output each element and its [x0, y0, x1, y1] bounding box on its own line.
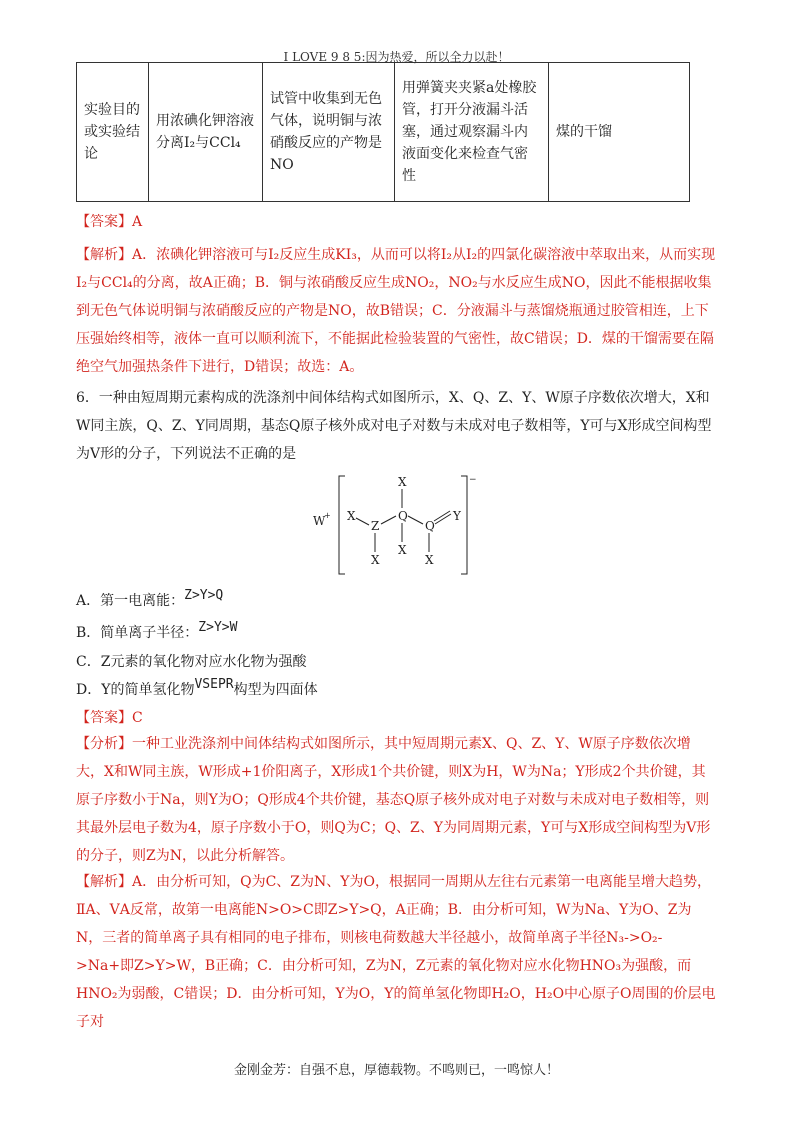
atom-label: X [398, 543, 407, 557]
option-d-formula: VSEPR [194, 677, 234, 692]
option-d [76, 679, 318, 699]
atom-label: Y [453, 509, 461, 523]
option-b-formula: Z>Y>W [198, 620, 238, 635]
option-a-formula: Z>Y>Q [184, 588, 224, 603]
table-cell: 煤的干馏 [549, 63, 690, 202]
cation-symbol: W [313, 514, 326, 528]
q6-answer: 【答案】C [76, 710, 143, 726]
atom-label: X [425, 553, 434, 567]
atom-label: X [398, 475, 407, 489]
atom-label: Z [371, 519, 380, 533]
table-cell: 用弹簧夹夹紧a处橡胶管，打开分液漏斗活塞，通过观察漏斗内液面变化来检查气密性 [395, 63, 549, 202]
page-header: I LOVE 9 8 5:因为热爱，所以全力以赴！ [283, 50, 510, 64]
option-b [76, 622, 237, 642]
option-d-pre: D．Y的简单氢化物 [76, 682, 195, 698]
structure-formula [305, 470, 495, 580]
q5-answer: 【答案】A [76, 214, 143, 230]
table-row-label: 实验目的或实验结论 [77, 63, 149, 202]
page-footer: 金刚金芳：自强不息，厚德载物。不鸣则已，一鸣惊人！ [233, 1063, 559, 1078]
q6-fenxi: 【分析】一种工业洗涤剂中间体结构式如图所示，其中短周期元素X、Q、Z、Y、W原子序数依次增大，X和W同主族，W形成+1价阳离子，X形成1个共价键，则X为H，W为Na；Y形成2个共价键，其原子序数小于Na，则Y为O；Q形成4个共价键，基态Q原子核外成对电子对数与未成对电子数相等，则其最外层电子数为4，原子序数小于O，则Q为C；Q、Z、Y为同周期元素，Y可与X形成空间构型为V形的分子，则Z为N，以此分析解答。 [76, 736, 711, 864]
cation-charge: + [324, 511, 331, 520]
atom-label: Q [398, 509, 408, 523]
atom-label: X [347, 509, 356, 523]
table-cell: 用浓碘化钾溶液分离I₂与CCl₄ [149, 63, 263, 202]
option-d-post: 构型为四面体 [233, 682, 318, 698]
option-a-text: A．第一电离能： [76, 593, 185, 609]
q5-analysis: 【解析】A．浓碘化钾溶液可与I₂反应生成KI₃，从而可以将I₂从I₂的四氯化碳溶液中萃取出来，从而实现I₂与CCl₄的分离，故A正确；B．铜与浓硝酸反应生成NO₂，NO₂与水反应生成NO，因此不能根据收集到无色气体说明铜与浓硝酸反应的产物是NO，故B错误；C．分液漏斗与蒸馏烧瓶通过胶管相连，上下压强始终相等，液体一直可以顺利流下，不能据此检验装置的气密性，故C错误；D．煤的干馏需要在隔绝空气加强热条件下进行，D错误；故选：A。 [76, 247, 716, 375]
experiment-table [76, 62, 690, 202]
option-a [76, 590, 223, 610]
q6-jiexi: 【解析】A．由分析可知，Q为C、Z为N、Y为O，根据同一周期从左往右元素第一电离能呈增大趋势，ⅡA、ⅤA反常，故第一电离能N>O>C即Z>Y>Q，A正确；B．由分析可知，W为Na、Y为O、Z为N，三者的简单离子具有相同的电子排布，则核电荷数越大半径越小，故简单离子半径N₃->O₂->Na+即Z>Y>W，B正确；C．由分析可知，Z为N，Z元素的氧化物对应水化物HNO₃为强酸，而HNO₂为弱酸，C错误；D．由分析可知，Y为O，Y的简单氢化物即H₂O，H₂O中心原子O周围的价层电子对 [76, 874, 716, 1030]
atom-label: X [371, 553, 380, 567]
table-row [77, 63, 690, 202]
option-b-text: B．简单离子半径： [76, 625, 199, 641]
atom-label: Q [425, 519, 435, 533]
q6-stem: 6．一种由短周期元素构成的洗涤剂中间体结构式如图所示，X、Q、Z、Y、W原子序数依次增大，X和W同主族，Q、Z、Y同周期，基态Q原子核外成对电子对数与未成对电子数相等，Y可与X形成空间构型为V形的分子，下列说法不正确的是 [76, 390, 712, 462]
table-cell: 试管中收集到无色气体，说明铜与浓硝酸反应的产物是NO [263, 63, 395, 202]
anion-charge: − [469, 475, 477, 485]
option-c: C．Z元素的氧化物对应水化物为强酸 [76, 654, 307, 670]
